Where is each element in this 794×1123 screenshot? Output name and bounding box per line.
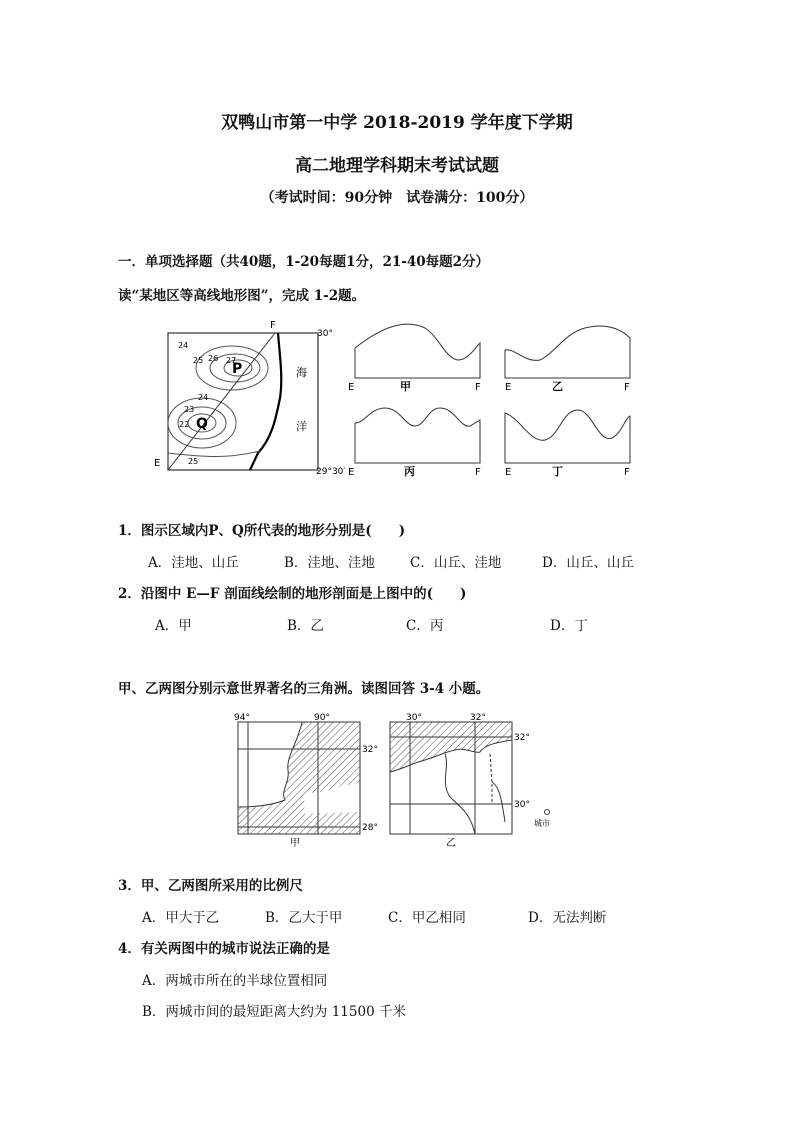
q1-option-c[interactable]: C．山丘、洼地 <box>410 555 502 571</box>
point-p: P <box>232 361 243 377</box>
q2-option-a[interactable]: A．甲 <box>155 618 192 634</box>
profile-name: 丁 <box>552 465 563 478</box>
lat-top: 30° <box>317 329 333 339</box>
contour-label: 25 <box>188 457 199 466</box>
profile-left-label: E <box>348 382 355 393</box>
profile-ding <box>505 410 630 478</box>
contour-label: 24 <box>198 393 209 402</box>
q4-stem: 4．有关两图中的城市说法正确的是 <box>118 941 330 957</box>
point-q: Q <box>196 416 208 432</box>
profile-right-label: F <box>624 467 630 478</box>
lon-label: 90° <box>314 713 330 723</box>
map-caption: 甲 <box>290 838 300 849</box>
lat-label: 32° <box>362 745 378 755</box>
profile-jia <box>348 324 481 393</box>
city-label: 城市 <box>534 819 550 828</box>
map-caption: 乙 <box>446 838 456 849</box>
sea-label-1: 海 <box>296 366 307 379</box>
contour-label: 27 <box>226 356 237 365</box>
coastline <box>250 333 281 470</box>
profile-yi <box>505 326 630 393</box>
profile-name: 甲 <box>400 380 411 393</box>
delta-map-jia <box>234 713 378 849</box>
map-frame <box>168 333 318 470</box>
label-f: F <box>270 320 276 331</box>
q2-option-c[interactable]: C．丙 <box>406 618 444 634</box>
q2-stem: 2．沿图中 E—F 剖面线绘制的地形剖面是上图中的( ) <box>118 586 467 602</box>
q2-option-d[interactable]: D．丁 <box>550 618 588 634</box>
profile-name: 丙 <box>404 465 415 478</box>
contour-label: 25 <box>193 356 204 365</box>
profile-right-label: F <box>624 382 630 393</box>
lon-label: 32° <box>470 713 486 723</box>
q1-stem: 1．图示区域内P、Q所代表的地形分别是( ) <box>118 523 406 539</box>
q2-option-b[interactable]: B．乙 <box>287 618 324 634</box>
contour-label: 24 <box>178 341 189 350</box>
lat-label: 30° <box>514 800 530 810</box>
intro-q1-2: 读“某地区等高线地形图”，完成 1-2题。 <box>118 288 366 304</box>
lat-label: 28° <box>362 823 378 833</box>
intro-q3-4: 甲、乙两图分别示意世界著名的三角洲。读图回答 3-4 小题。 <box>118 681 490 697</box>
label-e: E <box>154 458 161 469</box>
profile-name: 乙 <box>552 380 563 393</box>
school-title: 双鸭山市第一中学 2018-2019 学年度下学期 <box>221 113 573 133</box>
profile-left-label: E <box>505 382 512 393</box>
profile-right-label: F <box>475 467 481 478</box>
q3-option-d[interactable]: D．无法判断 <box>528 910 607 926</box>
q4-option-b[interactable]: B．两城市间的最短距离大约为 11500 千米 <box>142 1004 406 1020</box>
delta-maps <box>230 712 570 852</box>
delta-map-yi <box>390 713 550 849</box>
contour-label: 26 <box>208 354 219 363</box>
lon-label: 94° <box>234 713 250 723</box>
q1-option-d[interactable]: D．山丘、山丘 <box>542 555 634 571</box>
contour-label: 23 <box>184 405 195 414</box>
q1-option-b[interactable]: B．洼地、洼地 <box>284 555 375 571</box>
q3-option-c[interactable]: C．甲乙相同 <box>388 910 466 926</box>
q1-option-a[interactable]: A．洼地、山丘 <box>148 555 239 571</box>
q4-option-a[interactable]: A．两城市所在的半球位置相同 <box>142 973 328 989</box>
city-marker <box>545 810 550 815</box>
lat-bottom: 29°30′ <box>316 467 346 477</box>
lat-label: 32° <box>514 733 530 743</box>
exam-info: （考试时间：90分钟 试卷满分：100分） <box>260 190 534 206</box>
profile-bing <box>348 408 481 478</box>
profile-left-label: E <box>348 467 355 478</box>
profile-right-label: F <box>475 382 481 393</box>
section-heading: 一．单项选择题（共40题，1-20每题1分，21-40每题2分） <box>118 254 490 270</box>
exam-title: 高二地理学科期末考试试题 <box>295 156 499 176</box>
q3-option-a[interactable]: A．甲大于乙 <box>142 910 220 926</box>
terrain-profiles <box>340 318 640 483</box>
sea-label-2: 洋 <box>296 420 307 433</box>
q3-stem: 3．甲、乙两图所采用的比例尺 <box>118 878 303 894</box>
contour-label: 22 <box>179 420 190 429</box>
lon-label: 30° <box>406 713 422 723</box>
contour-map <box>150 318 346 478</box>
profile-left-label: E <box>505 467 512 478</box>
q3-option-b[interactable]: B．乙大于甲 <box>265 910 343 926</box>
